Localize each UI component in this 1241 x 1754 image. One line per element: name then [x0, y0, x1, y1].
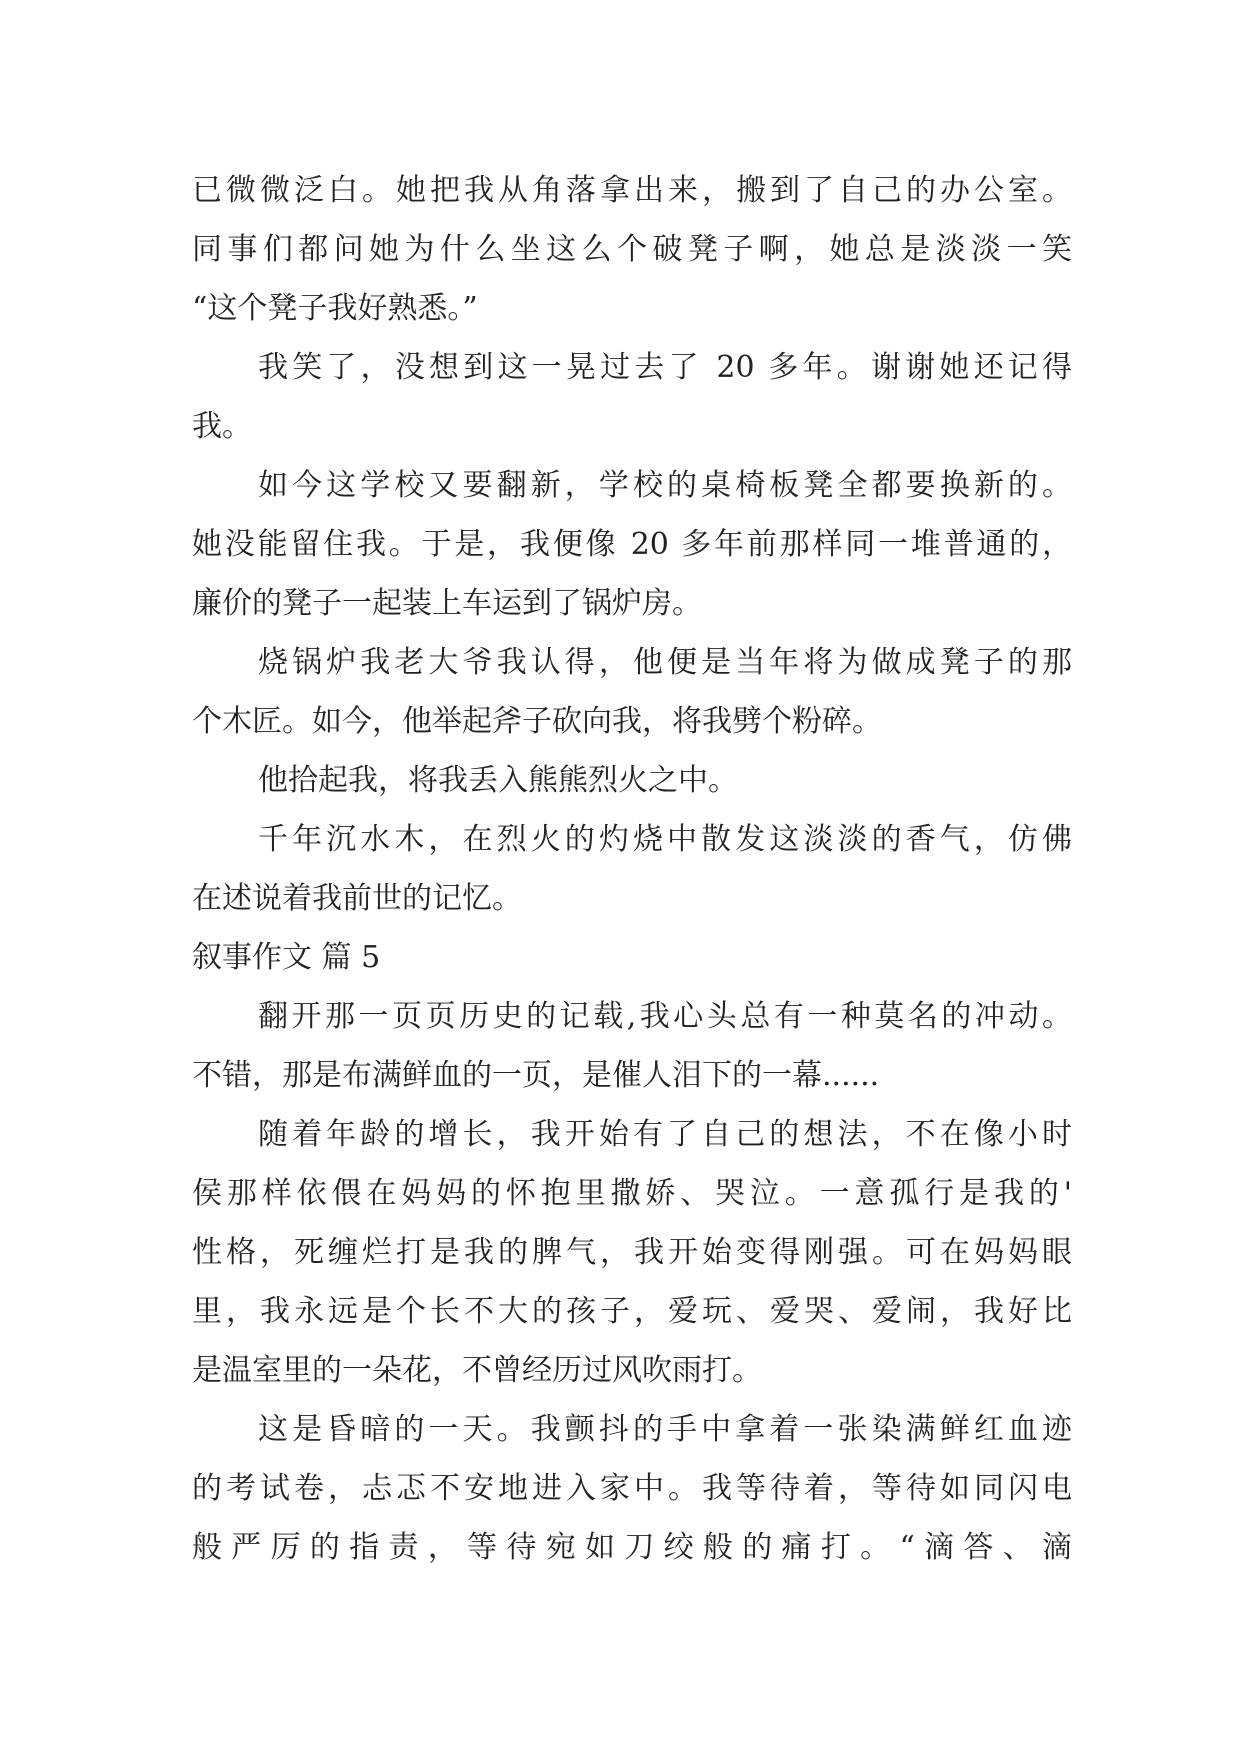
text-line: 千年沉水木，在烈火的灼烧中散发这淡淡的香气，仿佛 [258, 822, 1072, 857]
text-line: 如今这学校又要翻新，学校的桌椅板凳全都要换新的。 [258, 468, 1072, 503]
text-line: 翻开那一页页历史的记载,我心头总有一种莫名的冲动。 [258, 999, 1072, 1034]
text-line: 不错，那是布满鲜血的一页，是催人泪下的一幕...... [192, 1058, 880, 1093]
text-line: 的考试卷，忐忑不安地进入家中。我等待着，等待如同闪电 [192, 1471, 1072, 1506]
text-line: 烧锅炉我老大爷我认得，他便是当年将为做成凳子的那 [258, 645, 1072, 680]
text-line: “这个凳子我好熟悉。” [192, 291, 478, 326]
text-line: 般严厉的指责，等待宛如刀绞般的痛打。“滴答、滴 [192, 1530, 1072, 1565]
body-text [192, 161, 1072, 1577]
text-line: 廉价的凳子一起装上车运到了锅炉房。 [192, 586, 702, 621]
text-line: 侯那样依偎在妈妈的怀抱里撒娇、哭泣。一意孤行是我的' [192, 1176, 1072, 1211]
section-heading: 叙事作文 篇 5 [192, 940, 381, 975]
text-line: 已微微泛白。她把我从角落拿出来，搬到了自己的办公室。 [192, 173, 1072, 208]
text-line: 是温室里的一朵花，不曾经历过风吹雨打。 [192, 1353, 762, 1388]
text-line: 他拾起我，将我丢入熊熊烈火之中。 [258, 763, 738, 798]
text-line: 我。 [192, 409, 252, 444]
text-line: 性格，死缠烂打是我的脾气，我开始变得刚强。可在妈妈眼 [192, 1235, 1072, 1270]
text-line: 在述说着我前世的记忆。 [192, 881, 522, 916]
text-line: 个木匠。如今，他举起斧子砍向我，将我劈个粉碎。 [192, 704, 882, 739]
text-line: 我笑了，没想到这一晃过去了 20 多年。谢谢她还记得 [258, 350, 1072, 385]
text-line: 里，我永远是个长不大的孩子，爱玩、爱哭、爱闹，我好比 [192, 1294, 1072, 1329]
text-line: 她没能留住我。于是，我便像 20 多年前那样同一堆普通的， [192, 527, 1072, 562]
text-line: 随着年龄的增长，我开始有了自己的想法，不在像小时 [258, 1117, 1072, 1152]
text-line: 同事们都问她为什么坐这么个破凳子啊，她总是淡淡一笑 [192, 232, 1072, 267]
text-line: 这是昏暗的一天。我颤抖的手中拿着一张染满鲜红血迹 [258, 1412, 1072, 1447]
